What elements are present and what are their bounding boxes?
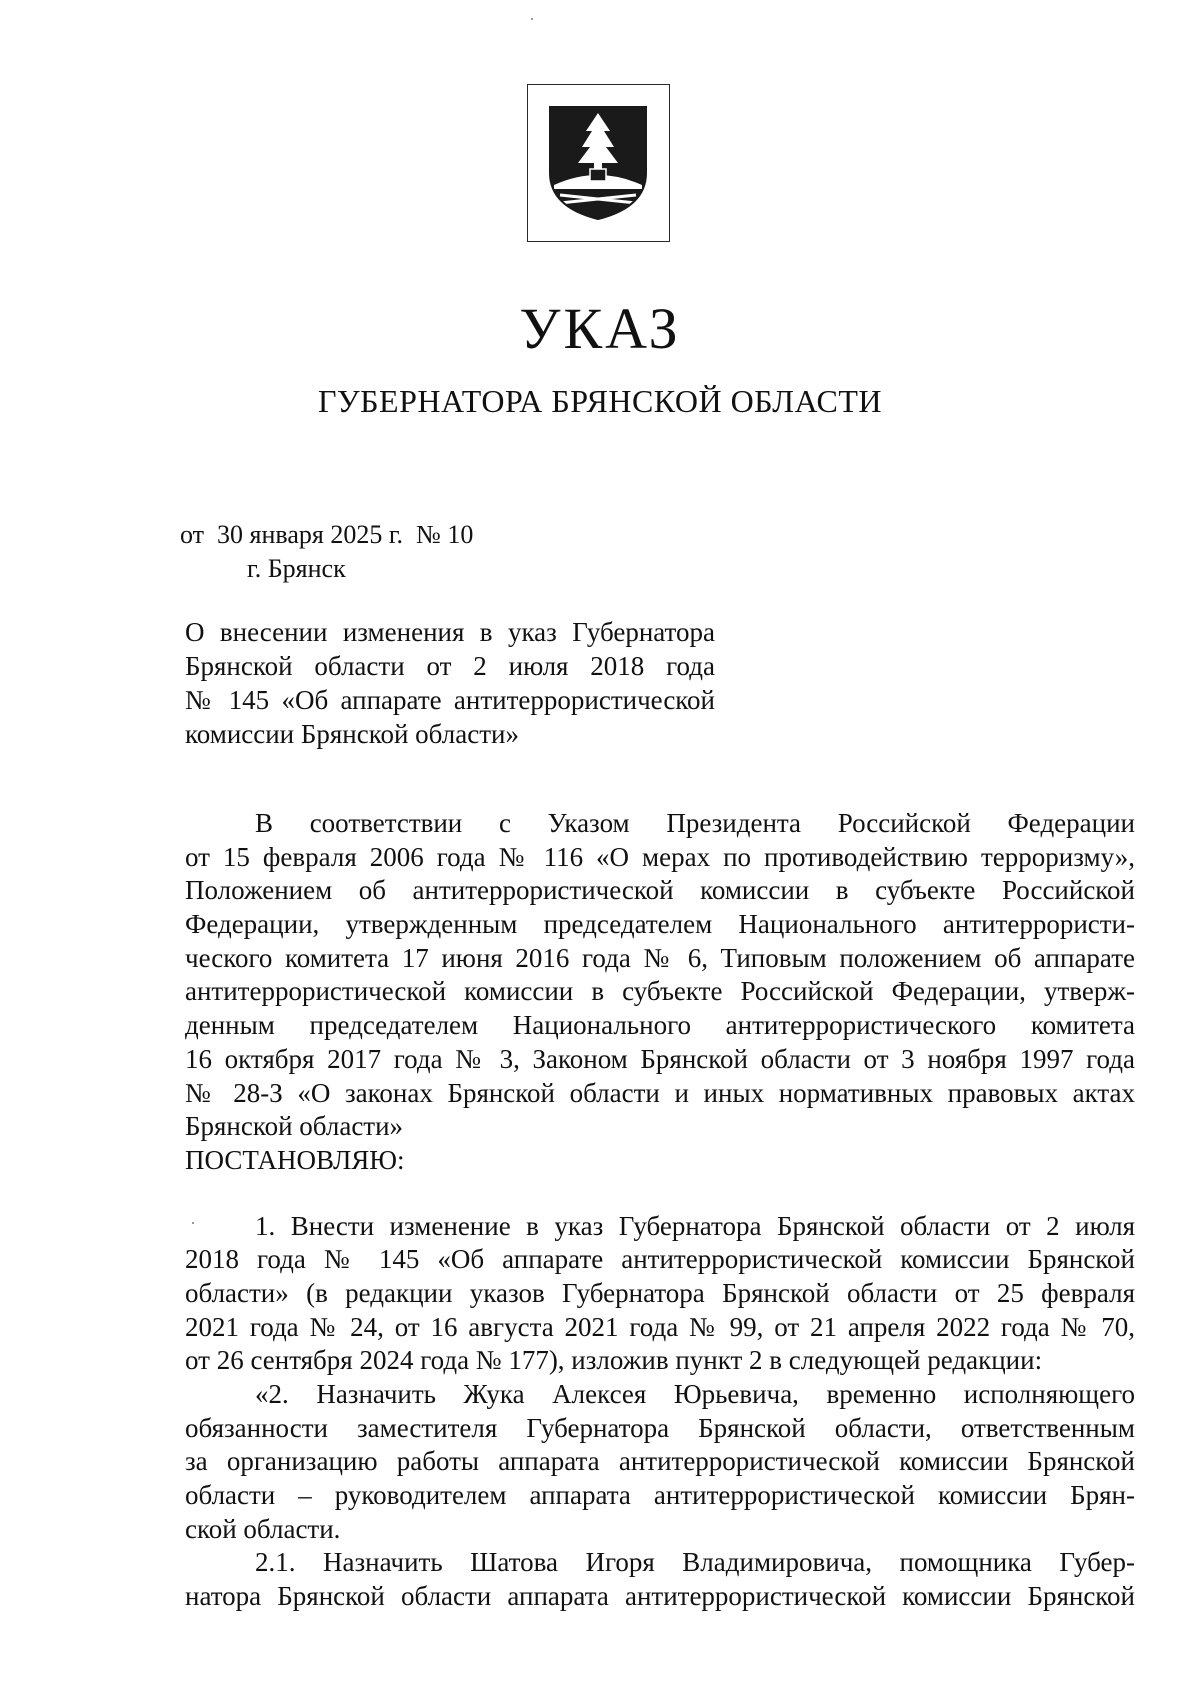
decree-word: ПОСТАНОВЛЯЮ: <box>185 1144 405 1175</box>
body-line: области» (в редакции указов Губернатора Брянской области от 25 февраля <box>185 1277 1135 1308</box>
body-line: Федерации, утвержденным председателем Национального антитеррористи- <box>185 909 1135 940</box>
body-line: обязанности заместителя Губернатора Брянской области, ответственным <box>185 1412 1135 1443</box>
subject-line: Брянской области от 2 июля 2018 года <box>185 651 715 681</box>
body-line: ской области. <box>185 1513 341 1544</box>
body-line: № 28-З «О законах Брянской области и иных нормативных правовых актах <box>185 1077 1135 1108</box>
body-line: области – руководителем аппарата антитеррористической комиссии Брян- <box>185 1480 1135 1511</box>
body-line: от 26 сентября 2024 года № 177), изложив пункт 2 в следующей редакции: <box>185 1345 1043 1376</box>
body-line: 2.1. Назначить Шатова Игоря Владимировича, помощника Губер- <box>255 1547 1135 1578</box>
preamble-paragraph <box>185 807 1135 1178</box>
body-line: 2018 года № 145 «Об аппарате антитеррористической комиссии Брянской <box>185 1244 1135 1275</box>
document-date-number: от 30 января 2025 г. № 10 <box>180 520 474 549</box>
body-line: 2021 года № 24, от 16 августа 2021 года № 99, от 21 апреля 2022 года № 70, <box>185 1311 1135 1342</box>
body-line: 1. Внести изменение в указ Губернатора Брянской области от 2 июля <box>255 1210 1135 1241</box>
body-line: Положением об антитеррористической комиссии в субъекте Российской <box>185 875 1135 906</box>
body-line: ческого комитета 17 июня 2016 года № 6, Типовым положением об аппарате <box>185 942 1135 973</box>
document-title: УКАЗ <box>519 296 681 361</box>
document-subtitle: ГУБЕРНАТОРА БРЯНСКОЙ ОБЛАСТИ <box>318 383 882 419</box>
subject-line: О внесении изменения в указ Губернатора <box>185 617 715 647</box>
document-body <box>185 807 1135 1614</box>
subject-line: № 145 «Об аппарате антитеррористической <box>185 685 715 715</box>
document-subject <box>185 615 715 751</box>
item-2-paragraph <box>185 1378 1135 1546</box>
body-line: «2. Назначить Жука Алексея Юрьевича, временно исполняющего <box>255 1379 1135 1409</box>
body-line: натора Брянской области аппарата антитеррористической комиссии Брянской <box>185 1581 1135 1612</box>
body-line: 16 октября 2017 года № 3, Законом Брянской области от 3 ноября 1997 года <box>185 1043 1135 1074</box>
body-line: денным председателем Национального антитеррористического комитета <box>185 1010 1135 1041</box>
document-city: г. Брянск <box>247 554 346 583</box>
item-2-1-paragraph <box>185 1546 1135 1613</box>
body-line: от 15 февраля 2006 года № 116 «О мерах по противодействию терроризму», <box>185 841 1135 872</box>
item-1-paragraph <box>185 1210 1135 1378</box>
subject-line: комиссии Брянской области» <box>185 719 519 749</box>
scan-speck <box>531 18 533 20</box>
emblem-frame <box>527 84 670 242</box>
bryansk-coat-of-arms-icon <box>546 103 650 223</box>
body-line: В соответствии с Указом Президента Российской Федерации <box>255 808 1135 838</box>
body-line: за организацию работы аппарата антитеррористической комиссии Брянской <box>185 1446 1135 1477</box>
body-line: антитеррористической комиссии в субъекте Российской Федерации, утверж- <box>185 976 1135 1007</box>
body-line: Брянской области» <box>185 1111 404 1142</box>
